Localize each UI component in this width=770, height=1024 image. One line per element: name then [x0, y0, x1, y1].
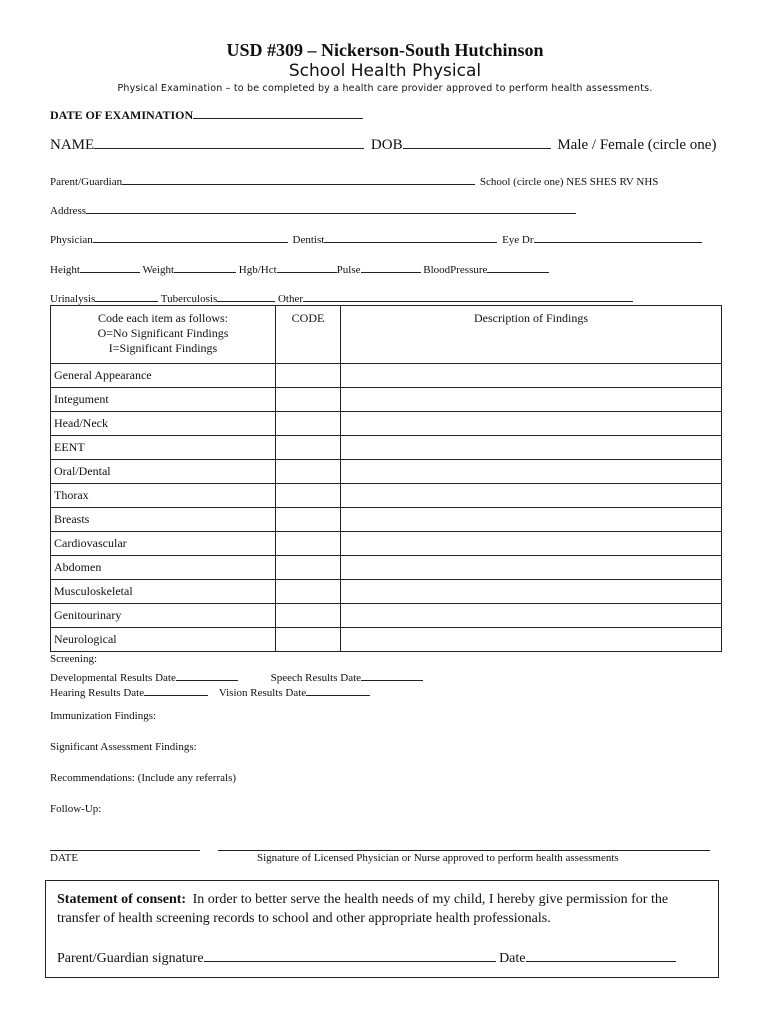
- table-row: [51, 364, 722, 388]
- description-cell[interactable]: [341, 388, 722, 412]
- table-row: [51, 508, 722, 532]
- code-cell[interactable]: [276, 508, 341, 532]
- code-cell[interactable]: [276, 364, 341, 388]
- description-cell[interactable]: [341, 532, 722, 556]
- code-instruction-line: I=Significant Findings: [108, 341, 218, 355]
- date-label: DATE: [50, 852, 79, 864]
- bp-label: BloodPressure: [423, 264, 488, 276]
- screening-label: Screening:: [50, 653, 98, 665]
- system-label: Oral/Dental: [51, 460, 276, 484]
- parent-row: [50, 172, 658, 188]
- description-header: Description of Findings: [341, 306, 722, 364]
- parent-signature-row: [57, 947, 676, 967]
- developmental-field[interactable]: [176, 668, 238, 681]
- description-cell[interactable]: [341, 628, 722, 652]
- table-row: [51, 412, 722, 436]
- table-row: [51, 604, 722, 628]
- weight-field[interactable]: [174, 260, 236, 273]
- urinalysis-label: Urinalysis: [50, 293, 96, 305]
- address-field[interactable]: [86, 201, 576, 214]
- screening-row-2: [50, 683, 370, 699]
- consent-date-label: Date: [499, 951, 526, 966]
- address-label: Address: [50, 205, 87, 217]
- code-cell[interactable]: [276, 580, 341, 604]
- recommendations-label: Recommendations: (Include any referrals): [50, 772, 237, 784]
- system-label: General Appearance: [51, 364, 276, 388]
- address-row: [50, 201, 576, 217]
- code-cell[interactable]: [276, 412, 341, 436]
- system-label: Abdomen: [51, 556, 276, 580]
- parent-label: Parent/Guardian: [50, 176, 123, 188]
- vision-field[interactable]: [306, 683, 370, 696]
- eye-dr-field[interactable]: [534, 230, 702, 243]
- description-cell[interactable]: [341, 580, 722, 604]
- table-header-row: [51, 306, 722, 364]
- height-field[interactable]: [80, 260, 140, 273]
- consent-statement: [57, 890, 707, 928]
- school-label[interactable]: School (circle one) NES SHES RV NHS: [479, 176, 659, 188]
- table-row: [51, 628, 722, 652]
- followup-label: Follow-Up:: [50, 803, 102, 815]
- vitals-row: [50, 260, 549, 276]
- consent-heading: Statement of consent:: [57, 892, 187, 907]
- code-instruction-line: O=No Significant Findings: [97, 326, 229, 340]
- other-field[interactable]: [303, 289, 633, 302]
- code-cell[interactable]: [276, 556, 341, 580]
- description-cell[interactable]: [341, 484, 722, 508]
- code-instructions-cell: [51, 306, 276, 364]
- hearing-field[interactable]: [144, 683, 208, 696]
- date-of-exam-field[interactable]: [193, 106, 363, 119]
- sex-label[interactable]: Male / Female (circle one): [557, 137, 717, 153]
- table-row: [51, 460, 722, 484]
- table-row: [51, 532, 722, 556]
- system-label: Cardiovascular: [51, 532, 276, 556]
- description-cell[interactable]: [341, 364, 722, 388]
- providers-row: [50, 230, 702, 246]
- tb-field[interactable]: [217, 289, 275, 302]
- system-label: Breasts: [51, 508, 276, 532]
- system-label: Head/Neck: [51, 412, 276, 436]
- description-cell[interactable]: [341, 412, 722, 436]
- table-row: [51, 580, 722, 604]
- form-subtitle: School Health Physical: [288, 61, 482, 81]
- significant-findings-label: Significant Assessment Findings:: [50, 741, 197, 753]
- hgb-field[interactable]: [277, 260, 337, 273]
- eye-dr-label: Eye Dr: [502, 234, 534, 246]
- table-row: [51, 388, 722, 412]
- other-label: Other: [277, 293, 304, 305]
- findings-table: [50, 305, 722, 652]
- labs-row: [50, 289, 633, 305]
- height-label: Height: [50, 264, 80, 276]
- form-title: USD #309 – Nickerson-South Hutchinson: [226, 40, 544, 60]
- code-instruction-line: Code each item as follows:: [98, 311, 228, 325]
- description-cell[interactable]: [341, 604, 722, 628]
- dentist-label: Dentist: [292, 234, 325, 246]
- dob-label: DOB: [370, 137, 403, 153]
- system-label: EENT: [51, 436, 276, 460]
- screening-row-1: [50, 668, 423, 684]
- table-row: [51, 436, 722, 460]
- date-of-exam-row: [50, 106, 363, 123]
- system-label: Thorax: [51, 484, 276, 508]
- tb-label: Tuberculosis: [160, 293, 218, 305]
- code-cell[interactable]: [276, 532, 341, 556]
- description-cell[interactable]: [341, 436, 722, 460]
- code-cell[interactable]: [276, 604, 341, 628]
- table-row: [51, 556, 722, 580]
- consent-text: In order to better serve the health needs of my child, I hereby give permission for the transfer of health screening records to school and other appropriate health professionals.: [57, 892, 669, 926]
- physician-field[interactable]: [93, 230, 288, 243]
- date-of-exam-label: DATE OF EXAMINATION: [50, 108, 194, 122]
- name-row: [50, 136, 716, 154]
- pulse-field[interactable]: [361, 260, 421, 273]
- form-instruction: Physical Examination – to be completed by a health care provider approved to perform health assessments.: [117, 83, 653, 94]
- code-cell[interactable]: [276, 484, 341, 508]
- vision-label: Vision Results Date: [218, 687, 307, 699]
- system-label: Genitourinary: [51, 604, 276, 628]
- system-label: Integument: [51, 388, 276, 412]
- system-label: Musculoskeletal: [51, 580, 276, 604]
- pulse-label: Pulse: [336, 264, 361, 276]
- hearing-label: Hearing Results Date: [50, 687, 145, 699]
- name-label: NAME: [50, 137, 95, 153]
- dob-field[interactable]: [403, 136, 551, 149]
- physician-signature-line[interactable]: [218, 838, 710, 851]
- consent-date-field[interactable]: [526, 947, 676, 962]
- code-cell[interactable]: [276, 436, 341, 460]
- code-cell[interactable]: [276, 628, 341, 652]
- description-cell[interactable]: [341, 556, 722, 580]
- name-field[interactable]: [94, 136, 364, 149]
- speech-label: Speech Results Date: [270, 672, 362, 684]
- bp-field[interactable]: [487, 260, 549, 273]
- description-cell[interactable]: [341, 508, 722, 532]
- physician-label: Physician: [50, 234, 93, 246]
- description-cell[interactable]: [341, 460, 722, 484]
- signature-label: Signature of Licensed Physician or Nurse approved to perform health assessments: [257, 852, 619, 864]
- parent-field[interactable]: [122, 172, 475, 185]
- speech-field[interactable]: [361, 668, 423, 681]
- table-row: [51, 484, 722, 508]
- urinalysis-field[interactable]: [95, 289, 158, 302]
- consent-box: [45, 880, 719, 978]
- code-cell[interactable]: [276, 388, 341, 412]
- parent-signature-label: Parent/Guardian signature: [57, 951, 204, 966]
- system-label: Neurological: [51, 628, 276, 652]
- developmental-label: Developmental Results Date: [50, 672, 176, 684]
- hgb-label: Hgb/Hct: [238, 264, 277, 276]
- dentist-field[interactable]: [324, 230, 497, 243]
- parent-signature-field[interactable]: [204, 947, 496, 962]
- date-signature-line[interactable]: [50, 838, 200, 851]
- immunization-label: Immunization Findings:: [50, 710, 157, 722]
- code-header: CODE: [276, 306, 341, 364]
- weight-label: Weight: [142, 264, 175, 276]
- code-cell[interactable]: [276, 460, 341, 484]
